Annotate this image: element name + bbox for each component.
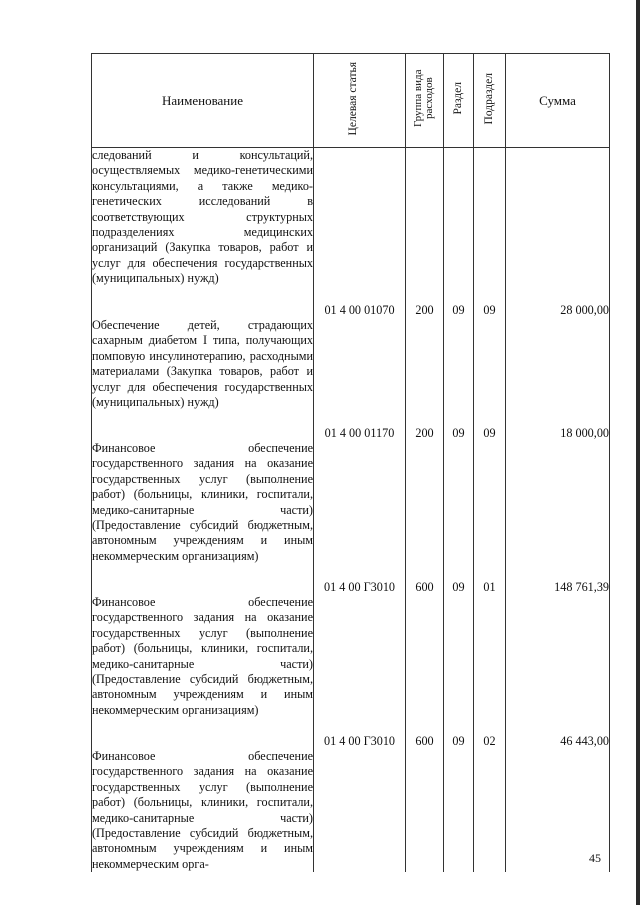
header-section-label: Раздел: [452, 82, 464, 115]
row-subsection: 09: [474, 148, 506, 319]
table-header-row: [92, 54, 610, 148]
table-row: [92, 441, 610, 595]
row-amount: 18 000,00: [506, 318, 610, 441]
row-expense-group: 600: [406, 595, 444, 749]
header-name-label: Наименование: [162, 92, 243, 108]
row-amount: 46 443,00: [506, 595, 610, 749]
row-section: 09: [444, 441, 474, 595]
header-amount-label: Сумма: [539, 92, 576, 108]
header-amount: [506, 54, 610, 148]
row-expense-group: 200: [406, 318, 444, 441]
header-name: [92, 54, 314, 148]
budget-table: [91, 53, 610, 872]
header-expense-group: [406, 54, 444, 148]
table-row: [92, 318, 610, 441]
row-expense-group: 200: [406, 148, 444, 319]
row-amount: 28 000,00: [506, 148, 610, 319]
row-expense-group: [406, 749, 444, 872]
row-target-article: [314, 749, 406, 872]
row-section: 09: [444, 318, 474, 441]
row-name: Финансовое обеспечение государственного задания на оказание государственных услуг (выполнение работ) (больницы, клиники, госпитали, медико-санитарные части) (Предоставление субсидий бюджетным, автономным учреждениям и иным некоммерческим организациям): [92, 595, 314, 749]
row-name: Финансовое обеспечение государственного задания на оказание государственных услуг (выполнение работ) (больницы, клиники, госпитали, медико-санитарные части) (Предоставление субсидий бюджетным, автономным учреждениям и иным некоммерческим организациям): [92, 441, 314, 595]
page-number: 45: [589, 851, 601, 865]
row-target-article: 01 4 00 01070: [314, 148, 406, 319]
header-subsection-label: Подраздел: [483, 72, 495, 125]
header-target-article: [314, 54, 406, 148]
row-subsection: 01: [474, 441, 506, 595]
row-subsection: 09: [474, 318, 506, 441]
header-section: [444, 54, 474, 148]
table-row: [92, 595, 610, 749]
row-name: следований и консультаций, осуществляемых медико-генетическими консультациями, а также медико-генетических исследований в соответствующих структурных подразделениях медицинских организаций (Закупка товаров, работ и услуг для обеспечения государственных (муниципальных) нужд): [92, 148, 314, 319]
row-expense-group: 600: [406, 441, 444, 595]
row-name: Обеспечение детей, страдающих сахарным диабетом I типа, получающих помповую инсулинотерапию, расходными материалами (Закупка товаров, работ и услуг для обеспечения государственных (муниципальных) нужд): [92, 318, 314, 441]
row-amount: 148 761,39: [506, 441, 610, 595]
row-section: 09: [444, 148, 474, 319]
row-target-article: 01 4 00 Г3010: [314, 441, 406, 595]
header-expense-group-label: Группа вида расходов: [411, 69, 435, 128]
scan-page-edge: [636, 0, 640, 905]
row-section: 09: [444, 595, 474, 749]
row-subsection: [474, 749, 506, 872]
header-subsection: [474, 54, 506, 148]
row-target-article: 01 4 00 Г3010: [314, 595, 406, 749]
table-row: [92, 148, 610, 319]
row-target-article: 01 4 00 01170: [314, 318, 406, 441]
header-target-article-label: Целевая статья: [346, 61, 359, 136]
row-subsection: 02: [474, 595, 506, 749]
table-row: [92, 749, 610, 872]
row-section: [444, 749, 474, 872]
row-name: Финансовое обеспечение государственного задания на оказание государственных услуг (выполнение работ) (больницы, клиники, госпитали, медико-санитарные части) (Предоставление субсидий бюджетным, автономным учреждениям и иным некоммерческим орга-: [92, 749, 313, 871]
